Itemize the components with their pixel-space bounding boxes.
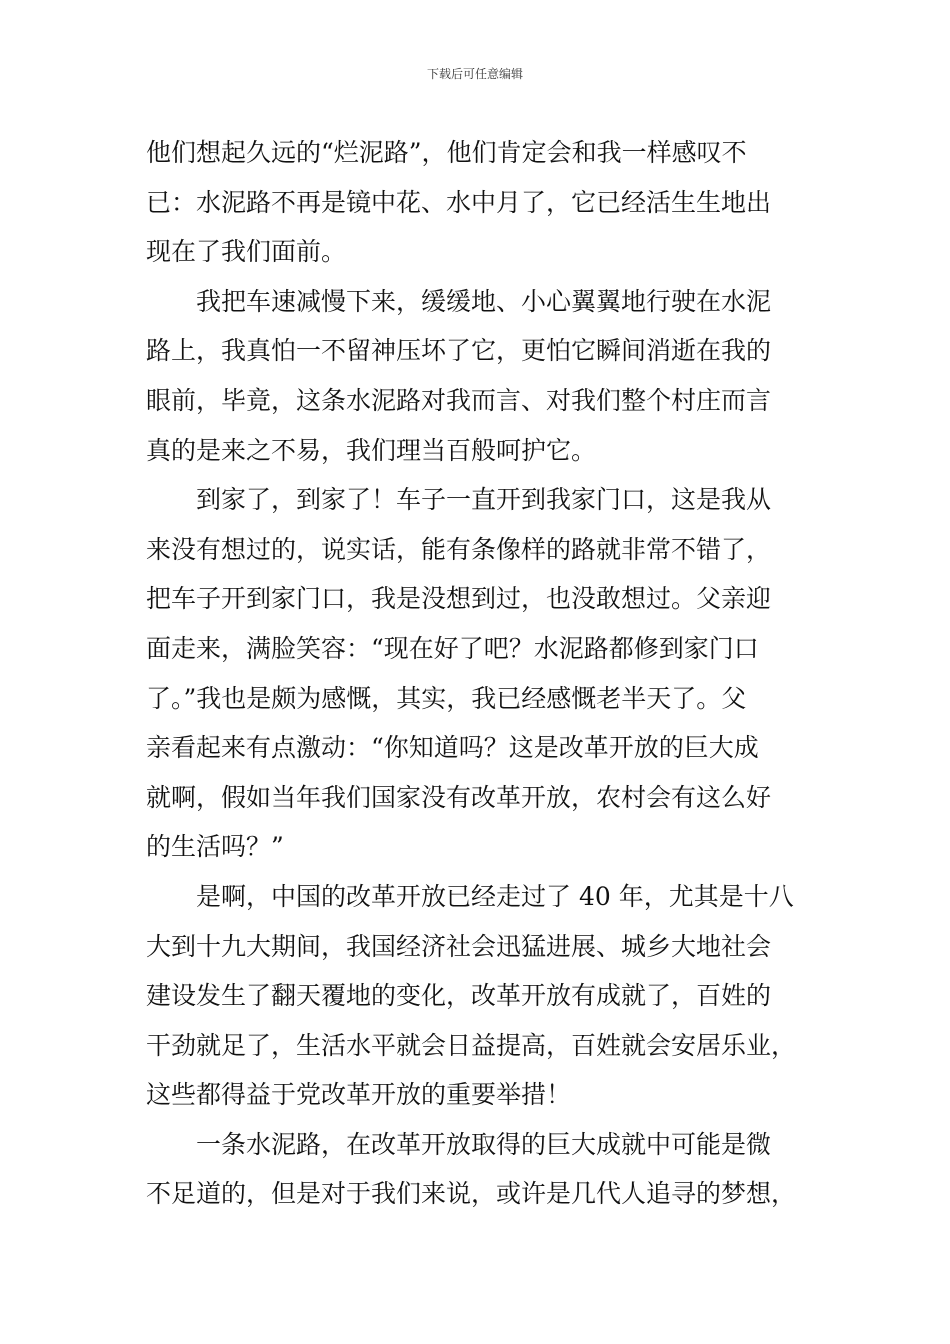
text-line: 不足道的，但是对于我们来说，或许是几代人追寻的梦想， xyxy=(146,1179,797,1209)
page-header: 下载后可任意编辑 xyxy=(426,67,523,81)
text-line: 现在了我们面前。 xyxy=(146,237,347,267)
text-line: 把车子开到家门口，我是没想到过，也没敢想过。父亲迎 xyxy=(146,584,772,614)
text-line: 建设发生了翻天覆地的变化，改革开放有成就了，百姓的 xyxy=(146,981,772,1011)
text-line: 干劲就足了，生活水平就会日益提高，百姓就会安居乐业， xyxy=(146,1030,797,1060)
text-line: 路上，我真怕一不留神压坏了它，更怕它瞬间消逝在我的 xyxy=(146,336,772,366)
text-line: 已：水泥路不再是镜中花、水中月了，它已经活生生地出 xyxy=(146,187,772,217)
text-line: 到家了，到家了！车子一直开到我家门口，这是我从 xyxy=(196,485,772,515)
text-line: 一条水泥路，在改革开放取得的巨大成就中可能是微 xyxy=(196,1129,772,1159)
text-line: 我把车速减慢下来，缓缓地、小心翼翼地行驶在水泥 xyxy=(196,286,772,316)
text-line: 亲看起来有点激动：“你知道吗？这是改革开放的巨大成 xyxy=(146,733,759,763)
text-line: 来没有想过的，说实话，能有条像样的路就非常不错了， xyxy=(146,534,772,564)
text-line: 是啊，中国的改革开放已经走过了 40 年，尤其是十八 xyxy=(196,881,794,911)
text-line: 的生活吗？” xyxy=(146,832,284,862)
text-line: 面走来，满脸笑容：“现在好了吧？水泥路都修到家门口 xyxy=(146,633,759,663)
text-line: 了。”我也是颇为感慨，其实，我已经感慨老半天了。父 xyxy=(146,683,747,713)
text-line: 大到十九大期间，我国经济社会迅猛进展、城乡大地社会 xyxy=(146,931,772,961)
text-line: 就啊，假如当年我们国家没有改革开放，农村会有这么好 xyxy=(146,782,772,812)
text-line: 他们想起久远的“烂泥路”，他们肯定会和我一样感叹不 xyxy=(146,138,747,167)
text-line: 真的是来之不易，我们理当百般呵护它。 xyxy=(146,435,597,465)
text-line: 这些都得益于党改革开放的重要举措！ xyxy=(146,1080,572,1110)
document-body xyxy=(146,128,810,1219)
text-line: 眼前，毕竟，这条水泥路对我而言、对我们整个村庄而言 xyxy=(146,385,772,415)
